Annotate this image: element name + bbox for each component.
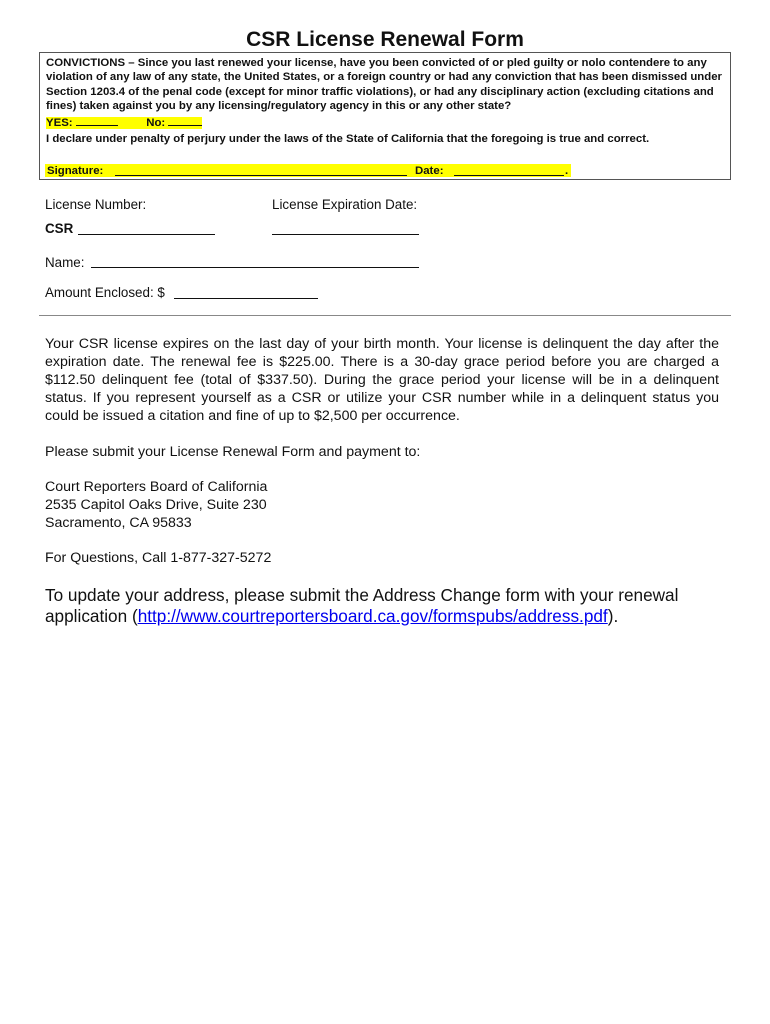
section-divider — [39, 315, 731, 316]
name-field[interactable] — [91, 267, 419, 268]
license-number-label: License Number: — [45, 197, 147, 212]
license-expiration-label: License Expiration Date: — [272, 197, 418, 212]
yes-no-highlight — [46, 117, 202, 129]
convictions-box — [39, 52, 731, 180]
no-answer-field[interactable] — [168, 114, 202, 126]
amount-label: Amount Enclosed: $ — [45, 285, 165, 300]
address-line-3: Sacramento, CA 95833 — [45, 515, 192, 531]
address-change-end: ). — [607, 606, 619, 626]
perjury-declaration: I declare under penalty of perjury under the laws of the State of California that the foregoing is true and correct. — [46, 133, 650, 146]
address-line-2: 2535 Capitol Oaks Drive, Suite 230 — [45, 497, 267, 513]
signature-field[interactable] — [115, 164, 407, 176]
questions-phone: For Questions, Call 1-877-327-5272 — [45, 550, 272, 566]
date-end-period: . — [565, 165, 569, 177]
address-change-link[interactable]: http://www.courtreportersboard.ca.gov/formspubs/address.pdf — [137, 606, 608, 626]
license-expiration-field[interactable] — [272, 234, 419, 235]
address-change-text: To update your address, please submit the Address Change form with your renewal application ( — [45, 585, 679, 626]
no-label: No: — [146, 116, 166, 129]
yes-no-row — [46, 114, 724, 130]
date-field[interactable] — [454, 164, 564, 176]
yes-label: YES: — [46, 116, 73, 129]
csr-prefix: CSR — [45, 221, 74, 236]
amount-field[interactable] — [174, 298, 318, 299]
address-line-1: Court Reporters Board of California — [45, 479, 268, 495]
license-info-paragraph: Your CSR license expires on the last day of your birth month. Your license is delinquent the day after the expiration date. The renewal fee is $225.00. There is a 30-day grace period before you are charged a $112.50 delinquent fee (total of $337.50). During the grace period your license will be in a delinquent status. If you represent yourself as a CSR or utilize your CSR number while in a delinquent status you could be issued a citation and fine of up to $2,500 per occurrence. — [45, 336, 719, 424]
form-title: CSR License Renewal Form — [246, 28, 524, 51]
yes-answer-field[interactable] — [76, 114, 118, 126]
license-number-field[interactable] — [78, 234, 215, 235]
signature-label: Signature: — [47, 165, 104, 177]
address-change-note — [45, 585, 735, 627]
date-label: Date: — [415, 165, 444, 177]
convictions-question: CONVICTIONS – Since you last renewed your license, have you been convicted of or pled guilty or nolo contendere to any violation of any law of any state, the United States, or a foreign country or had any conviction that has been dismissed under Section 1203.4 of the penal code (except for minor traffic violations), or had any disciplinary action (excluding citations and fines) taken against you by any licensing/regulatory agency in this or any other state? — [46, 57, 722, 113]
submit-instructions: Please submit your License Renewal Form and payment to: — [45, 444, 421, 460]
name-label: Name: — [45, 255, 85, 270]
signature-row — [45, 164, 571, 177]
